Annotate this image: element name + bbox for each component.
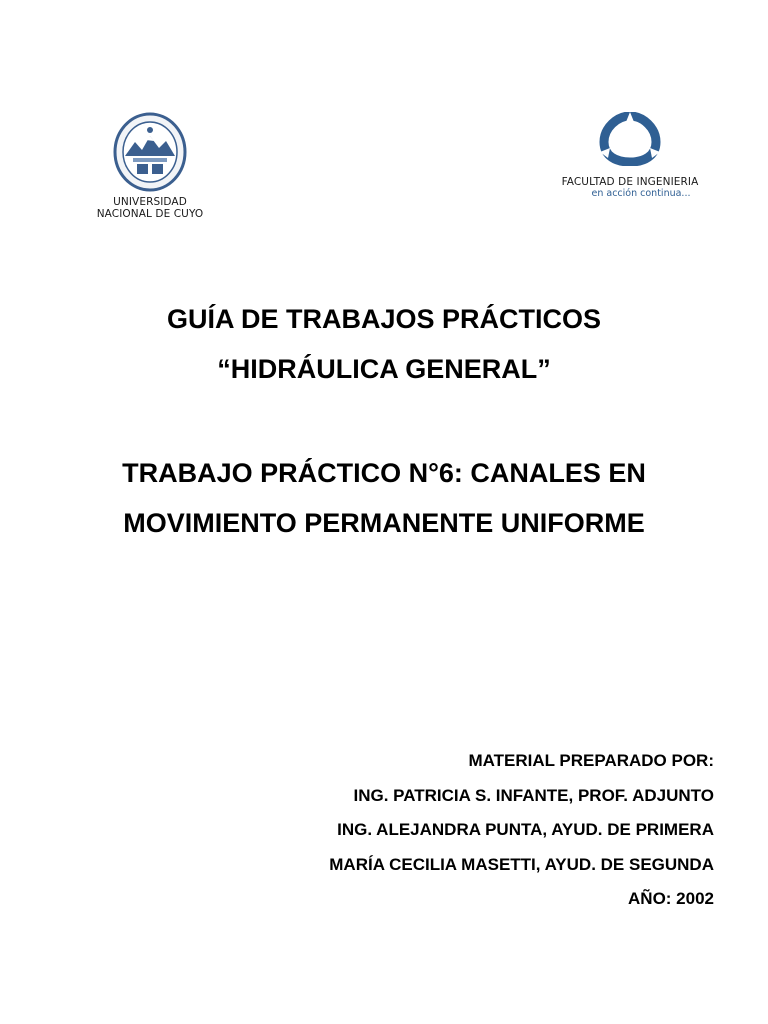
credits-year: AÑO: 2002 xyxy=(628,889,714,908)
university-seal-icon xyxy=(113,112,187,192)
faculty-triangle-logo-icon xyxy=(598,112,662,166)
guide-title-line2: “HIDRÁULICA GENERAL” xyxy=(217,354,551,384)
university-name-line1: UNIVERSIDAD xyxy=(113,196,187,208)
guide-title-line1: GUÍA DE TRABAJOS PRÁCTICOS xyxy=(166,304,602,334)
practical-title xyxy=(0,448,768,548)
faculty-name: FACULTAD DE INGENIERIA xyxy=(561,176,699,188)
faculty-logo xyxy=(560,112,700,199)
uncuyo-logo xyxy=(88,112,212,220)
practical-title-line1: TRABAJO PRÁCTICO N°6: CANALES EN xyxy=(122,458,646,488)
faculty-tagline: en acción continua... xyxy=(591,188,691,199)
credits-block xyxy=(329,744,714,917)
guide-title xyxy=(0,294,768,394)
university-name-line2: NACIONAL DE CUYO xyxy=(96,208,204,220)
practical-title-line2: MOVIMIENTO PERMANENTE UNIFORME xyxy=(123,508,645,538)
credits-heading: MATERIAL PREPARADO POR: xyxy=(468,751,714,770)
credits-author-2: ING. ALEJANDRA PUNTA, AYUD. DE PRIMERA xyxy=(337,820,714,839)
credits-author-1: ING. PATRICIA S. INFANTE, PROF. ADJUNTO xyxy=(353,785,714,805)
credits-author-3: MARÍA CECILIA MASETTI, AYUD. DE SEGUNDA xyxy=(329,854,714,874)
